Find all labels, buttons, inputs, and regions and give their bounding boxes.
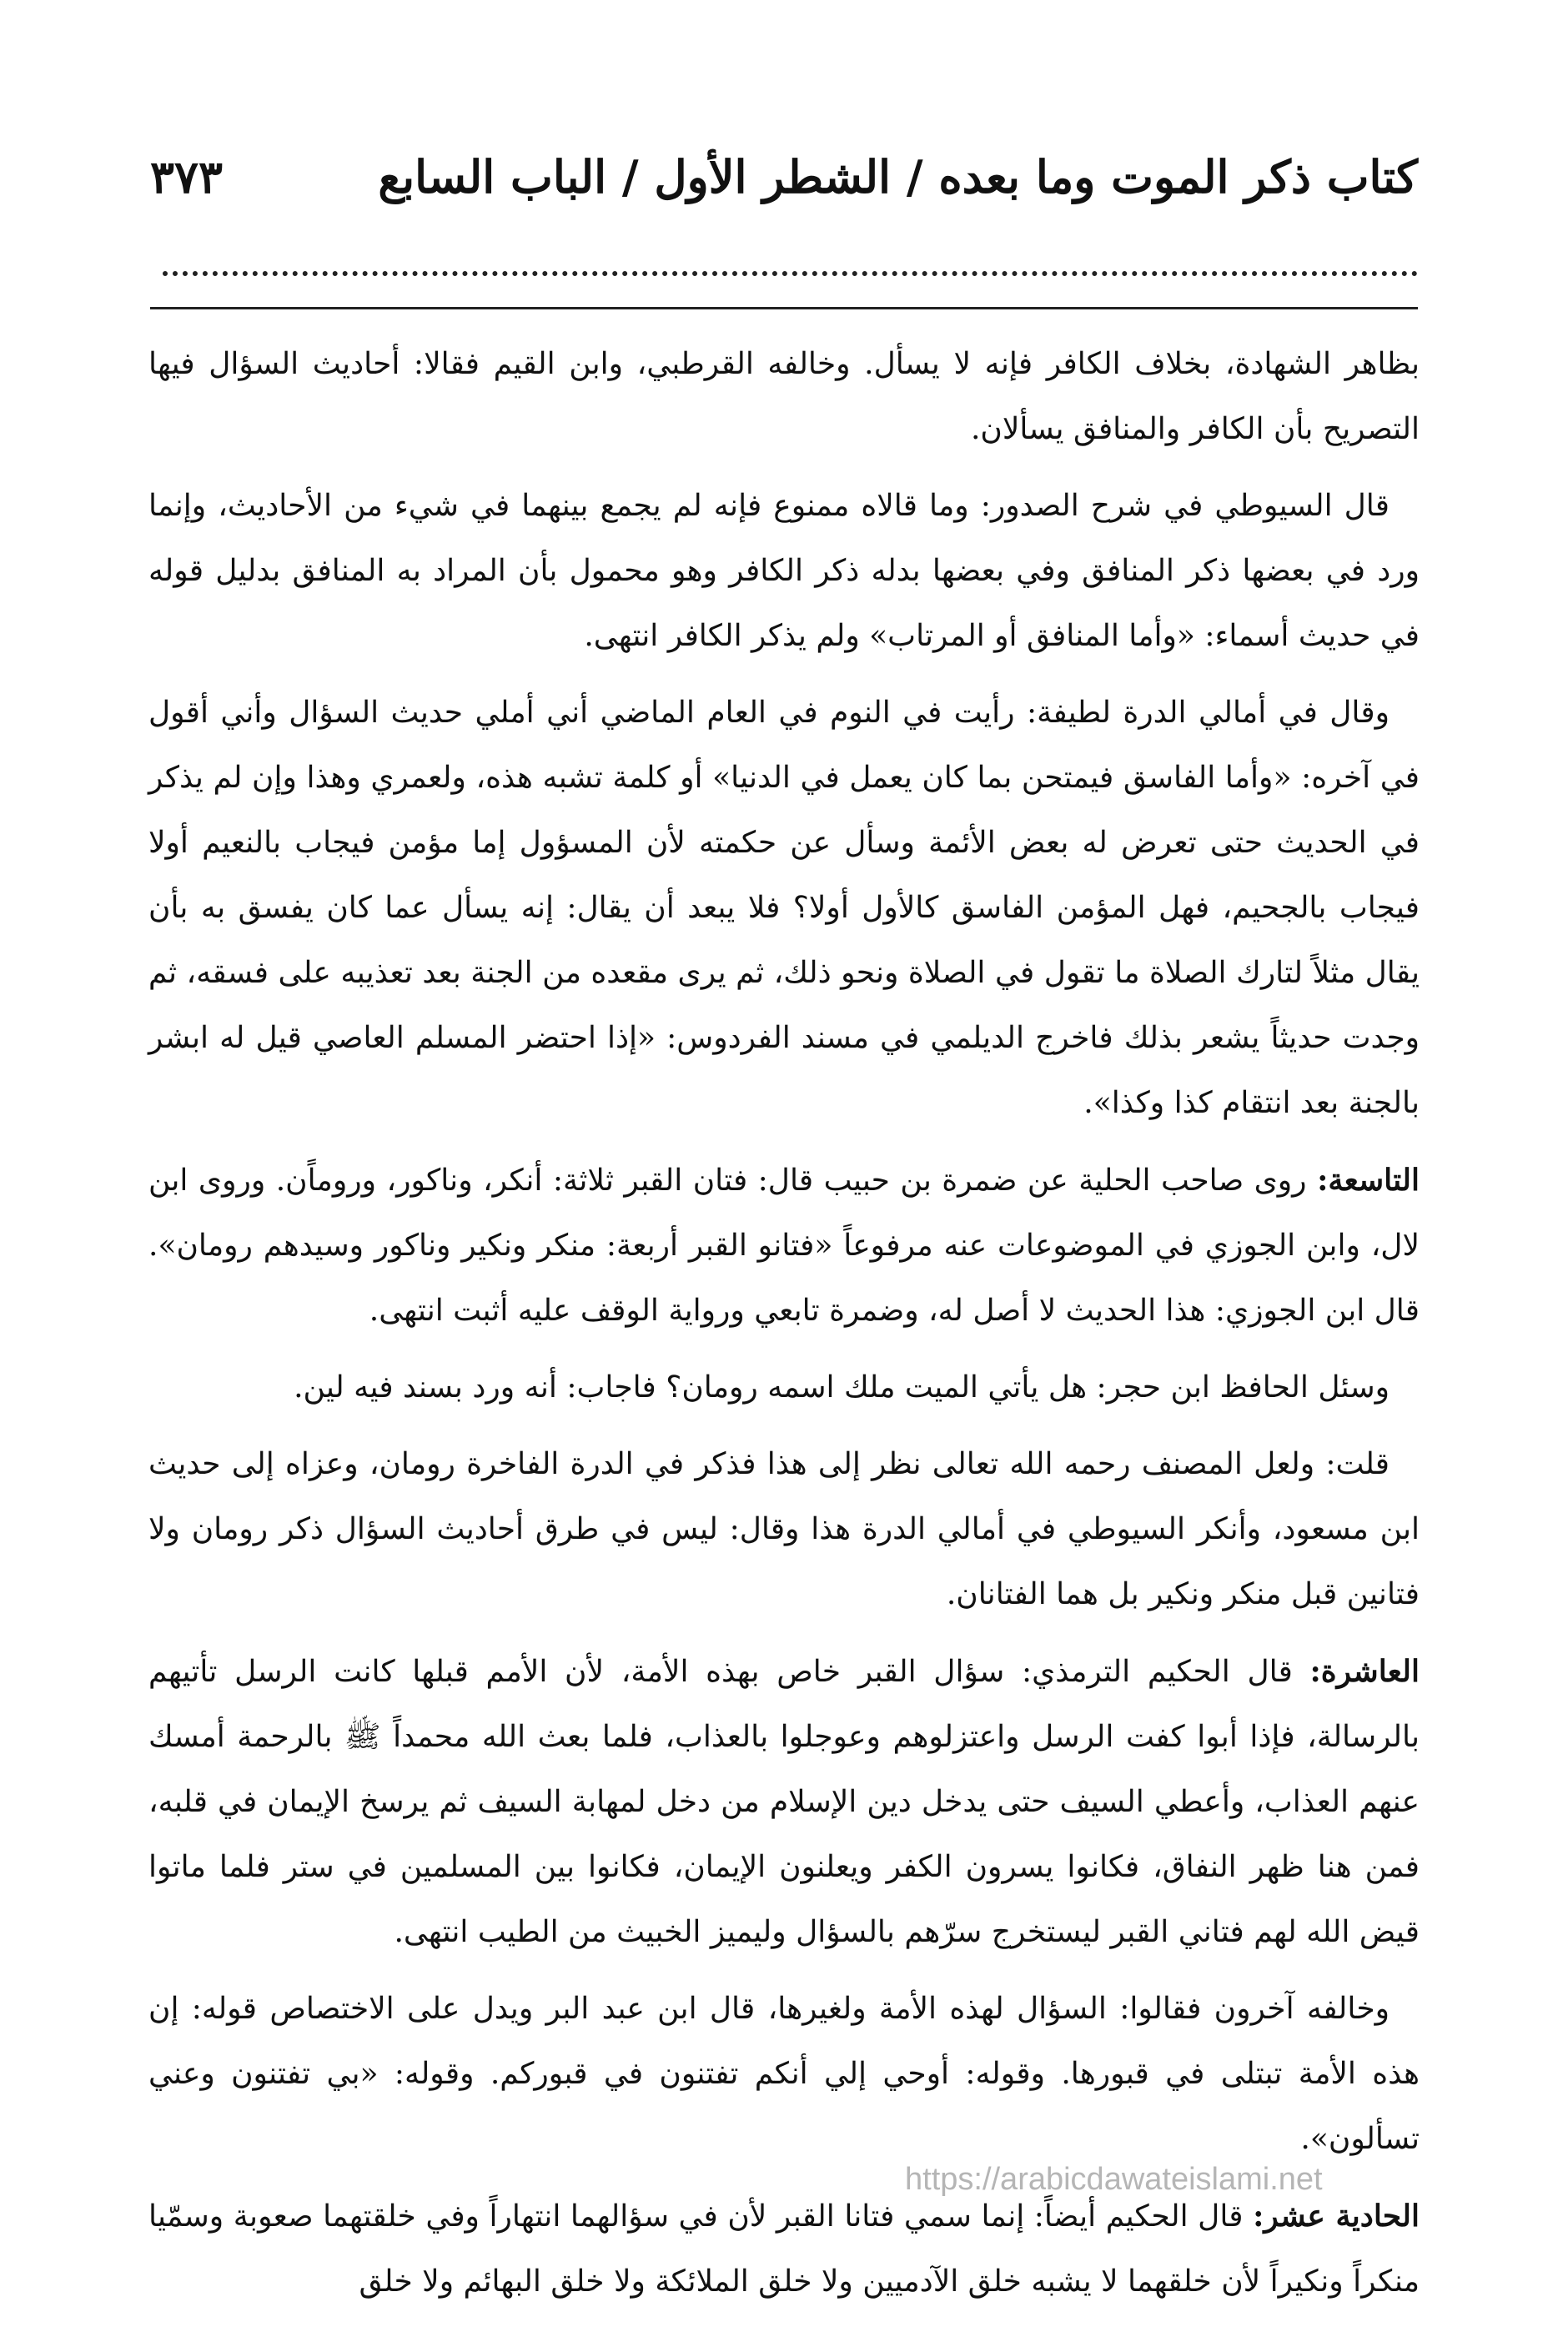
running-title: كتاب ذكر الموت وما بعده / الشطر الأول / الباب السابع — [378, 150, 1418, 204]
solid-divider — [150, 307, 1418, 309]
paragraph — [148, 332, 1420, 462]
paragraph-text: بظاهر الشهادة، بخلاف الكافر فإنه لا يسأل. وخالفه القرطبي، وابن القيم فقالا: أحاديث السؤال فيها التصريح بأن الكافر والمنافق يسألان. — [148, 347, 1420, 446]
watermark-url: https://arabicdawateislami.net — [905, 2162, 1323, 2197]
paragraph — [148, 474, 1420, 669]
paragraph-text: وسئل الحافظ ابن حجر: هل يأتي الميت ملك اسمه رومان؟ فاجاب: أنه ورد بسند فيه لين. — [294, 1370, 1390, 1405]
paragraph — [148, 1977, 1420, 2172]
dotted-divider — [163, 271, 1418, 276]
paragraph-lead: الحادية عشر: — [1253, 2199, 1420, 2234]
paragraph — [148, 681, 1420, 1136]
paragraph — [148, 2184, 1420, 2314]
paragraph-text: روى صاحب الحلية عن ضمرة بن حبيب قال: فتان القبر ثلاثة: أنكر، وناكور، وروماًن. وروى ابن لال، وابن الجوزي في الموضوعات عنه مرفوعاً «فتانو القبر أربعة: منكر ونكير وناكور وسيدهم رومان». قال ابن الجوزي: هذا الحديث لا أصل له، وضمرة تابعي ورواية الوقف عليه أثبت انتهى. — [148, 1163, 1420, 1328]
paragraph-lead: التاسعة: — [1317, 1163, 1420, 1198]
paragraph-text: قال السيوطي في شرح الصدور: وما قالاه ممنوع فإنه لم يجمع بينهما في شيء من الأحاديث، وإنما ورد في بعضها ذكر المنافق وفي بعضها بدله ذكر الكافر وهو محمول بأن المراد به المنافق بدليل قوله في حديث أسماء: «وأما المنافق أو المرتاب» ولم يذكر الكافر انتهى. — [148, 489, 1420, 653]
paragraph — [148, 1148, 1420, 1344]
page-header — [150, 142, 1418, 217]
paragraph-text: وخالفه آخرون فقالوا: السؤال لهذه الأمة ولغيرها، قال ابن عبد البر ويدل على الاختصاص قوله: إن هذه الأمة تبتلى في قبورها. وقوله: أوحي إلي أنكم تفتنون في قبوركم. وقوله: «بي تفتنون وعني تسألون». — [148, 1992, 1420, 2156]
paragraph-lead: العاشرة: — [1309, 1654, 1420, 1689]
paragraph — [148, 1355, 1420, 1420]
paragraph-text: وقال في أمالي الدرة لطيفة: رأيت في النوم في العام الماضي أني أملي حديث السؤال وأني أقول في آخره: «وأما الفاسق فيمتحن بما كان يعمل في الدنيا» أو كلمة تشبه هذه، ولعمري وهذا وإن لم يذكر في الحديث حتى تعرض له بعض الأئمة وسأل عن حكمته لأن المسؤول إما مؤمن فيجاب بالنعيم أولا فيجاب بالجحيم، فهل المؤمن الفاسق كالأول أولا؟ فلا يبعد أن يقال: إنه يسأل عما كان يفسق به بأن يقال مثلاً لتارك الصلاة ما تقول في الصلاة ونحو ذلك، ثم يرى مقعده من الجنة بعد تعذيبه على فسقه، ثم وجدت حديثاً يشعر بذلك فاخرج الديلمي في مسند الفردوس: «إذا احتضر المسلم العاصي قيل له ابشر بالجنة بعد انتقام كذا وكذا». — [148, 696, 1420, 1120]
paragraph — [148, 1432, 1420, 1627]
page-number: ٣٧٣ — [150, 150, 224, 204]
body-text — [148, 332, 1420, 2326]
paragraph — [148, 1639, 1420, 1965]
paragraph-text: قلت: ولعل المصنف رحمه الله تعالى نظر إلى هذا فذكر في الدرة الفاخرة رومان، وعزاه إلى حديث ابن مسعود، وأنكر السيوطي في أمالي الدرة هذا وقال: ليس في طرق أحاديث السؤال ذكر رومان ولا فتانين قبل منكر ونكير بل هما الفتانان. — [148, 1447, 1420, 1611]
paragraph-text: قال الحكيم الترمذي: سؤال القبر خاص بهذه الأمة، لأن الأمم قبلها كانت الرسل تأتيهم بالرسالة، فإذا أبوا كفت الرسل واعتزلوهم وعوجلوا بالعذاب، فلما بعث الله محمداً ﷺ بالرحمة أمسك عنهم العذاب، وأعطي السيف حتى يدخل دين الإسلام من دخل لمهابة السيف ثم يرسخ الإيمان في قلبه، فمن هنا ظهر النفاق، فكانوا يسرون الكفر ويعلنون الإيمان، فكانوا بين المسلمين في ستر فلما ماتوا قيض الله لهم فتاني القبر ليستخرج سرّهم بالسؤال وليميز الخبيث من الطيب انتهى. — [148, 1655, 1420, 1949]
paragraph-text: قال الحكيم أيضاً: إنما سمي فتانا القبر لأن في سؤالهما انتهاراً وفي خلقتهما صعوبة وسمّيا منكراً ونكيراً لأن خلقهما لا يشبه خلق الآدميين ولا خلق الملائكة ولا خلق البهائم ولا خلق — [148, 2199, 1420, 2299]
